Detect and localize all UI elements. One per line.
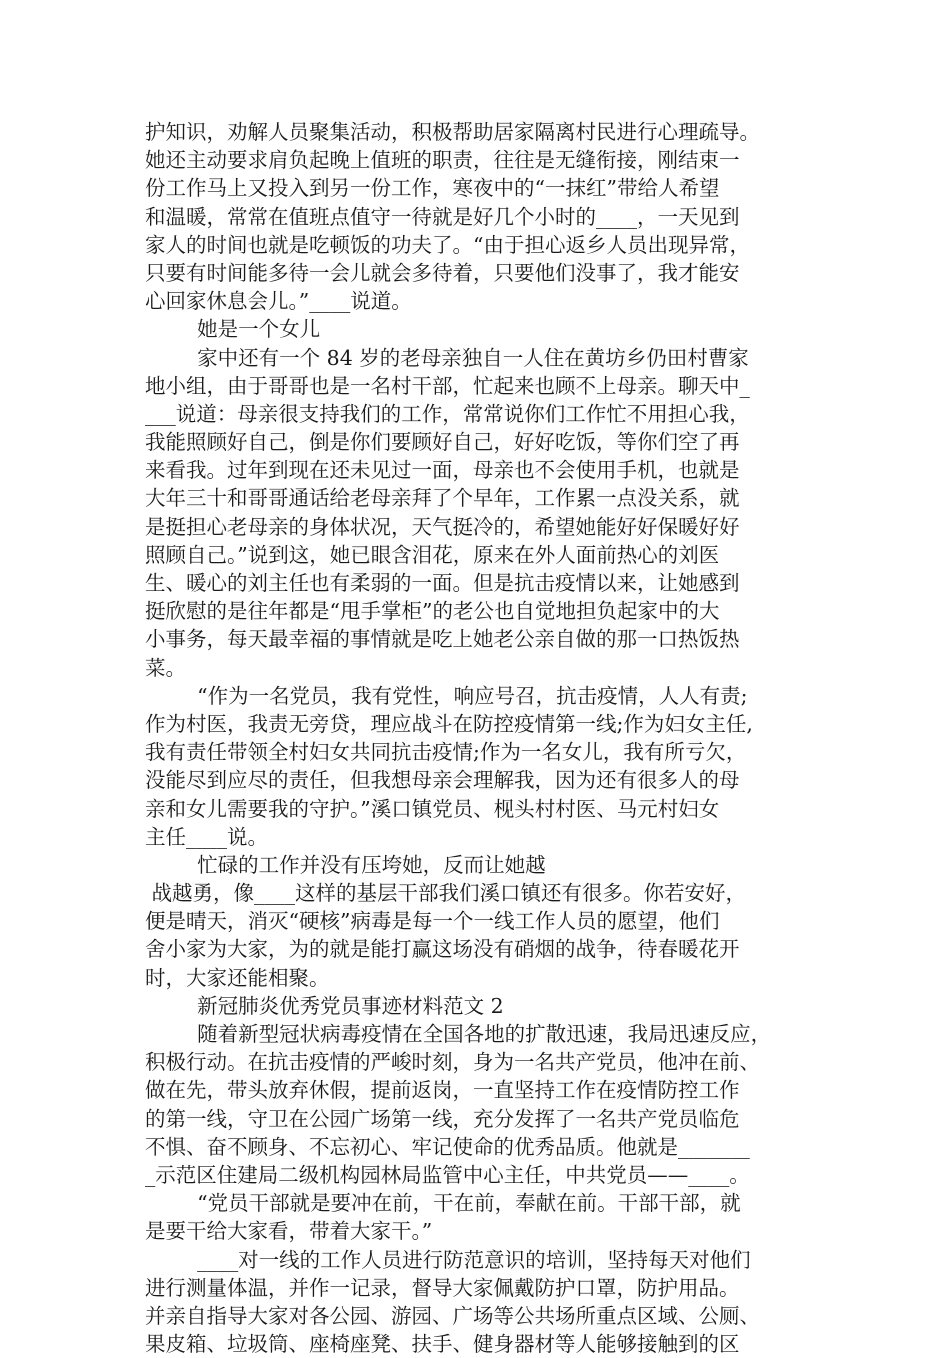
text-line: 菜。 [145,655,186,680]
text-line: 忙碌的工作并没有压垮她，反而让她越 [145,852,546,877]
section-heading: 新冠肺炎优秀党员事迹材料范文 2 [145,993,504,1018]
text-line: 地小组，由于哥哥也是一名村干部，忙起来也顾不上母亲。聊天中_ [145,373,750,398]
text-line: 我能照顾好自己，倒是你们要顾好自己，好好吃饭，等你们空了再 [145,430,740,455]
text-line: 她还主动要求肩负起晚上值班的职责，往往是无缝衔接，刚结束一 [145,148,740,173]
section-heading: 她是一个女儿 [145,317,321,342]
text-line: “作为一名党员，我有党性，响应号召，抗击疫情，人人有责; [145,683,748,708]
text-line: 并亲自指导大家对各公园、游园、广场等公共场所重点区域、公厕、 [145,1303,760,1328]
text-line: 时，大家还能相聚。 [145,965,330,990]
text-line: 不惧、奋不顾身、不忘初心、牢记使命的优秀品质。他就是_______ [145,1134,750,1159]
text-line: 是挺担心老母亲的身体状况，天气挺冷的，希望她能好好保暖好好 [145,514,740,539]
document-page [145,118,810,1358]
text-line: 亲和女儿需要我的守护。”溪口镇党员、枧头村村医、马元村妇女 [145,796,720,821]
text-line: 大年三十和哥哥通话给老母亲拜了个早年，工作累一点没关系，就 [145,486,740,511]
text-line: 是要干给大家看，带着大家干。” [145,1219,433,1244]
text-line: 和温暖，常常在值班点值守一待就是好几个小时的____，一天见到 [145,204,740,229]
text-line: 战越勇，像____这样的基层干部我们溪口镇还有很多。你若安好， [145,881,747,906]
text-line: 家中还有一个 84 岁的老母亲独自一人住在黄坊乡仍田村曹家 [145,345,749,370]
text-line: _示范区住建局二级机构园林局监管中心主任，中共党员——____。 [145,1162,750,1187]
text-line: 心回家休息会儿。”____说道。 [145,289,412,314]
text-line: 只要有时间能多待一会儿就会多待着，只要他们没事了，我才能安 [145,260,740,285]
text-line: 小事务，每天最幸福的事情就是吃上她老公亲自做的那一口热饭热 [145,627,740,652]
text-line: 照顾自己。”说到这，她已眼含泪花，原来在外人面前热心的刘医 [145,542,720,567]
text-line: ____对一线的工作人员进行防范意识的培训，坚持每天对他们 [145,1247,751,1272]
text-line: 挺欣慰的是往年都是“甩手掌柜”的老公也自觉地担负起家中的大 [145,599,720,624]
text-line: 舍小家为大家，为的就是能打赢这场没有硝烟的战争，待春暖花开 [145,937,740,962]
text-line: 积极行动。在抗击疫情的严峻时刻，身为一名共产党员，他冲在前、 [145,1050,760,1075]
text-line: ___说道：母亲很支持我们的工作，常常说你们工作忙不用担心我， [145,401,750,426]
text-line: 进行测量体温，并作一记录，督导大家佩戴防护口罩，防护用品。 [145,1275,740,1300]
text-line: 我有责任带领全村妇女共同抗击疫情;作为一名女儿，我有所亏欠， [145,740,747,765]
text-line: 作为村医，我责无旁贷，理应战斗在防控疫情第一线;作为妇女主任, [145,711,753,736]
text-line: 没能尽到应尽的责任，但我想母亲会理解我，因为还有很多人的母 [145,768,740,793]
text-line: 主任____说。 [145,824,268,849]
text-line: 生、暖心的刘主任也有柔弱的一面。但是抗击疫情以来，让她感到 [145,571,740,595]
text-line: “党员干部就是要冲在前，干在前，奉献在前。干部干部，就 [145,1191,741,1216]
text-line: 做在先，带头放弃休假，提前返岗，一直坚持工作在疫情防控工作 [145,1078,740,1103]
text-line: 份工作马上又投入到另一份工作，寒夜中的“一抹红”带给人希望 [145,176,720,201]
text-line: 随着新型冠状病毒疫情在全国各地的扩散迅速，我局迅速反应， [145,1022,772,1046]
text-line: 果皮箱、垃圾筒、座椅座凳、扶手、健身器材等人能够接触到的区 [145,1332,740,1357]
text-line: 的第一线，守卫在公园广场第一线，充分发挥了一名共产党员临危 [145,1106,740,1131]
text-line: 家人的时间也就是吃顿饭的功夫了。“由于担心返乡人员出现异常， [145,232,750,257]
text-line: 护知识，劝解人员聚集活动，积极帮助居家隔离村民进行心理疏导。 [145,120,760,144]
text-line: 来看我。过年到现在还未见过一面，母亲也不会使用手机，也就是 [145,458,740,483]
text-line: 便是晴天，消灭“硬核”病毒是每一个一线工作人员的愿望，他们 [145,909,720,934]
